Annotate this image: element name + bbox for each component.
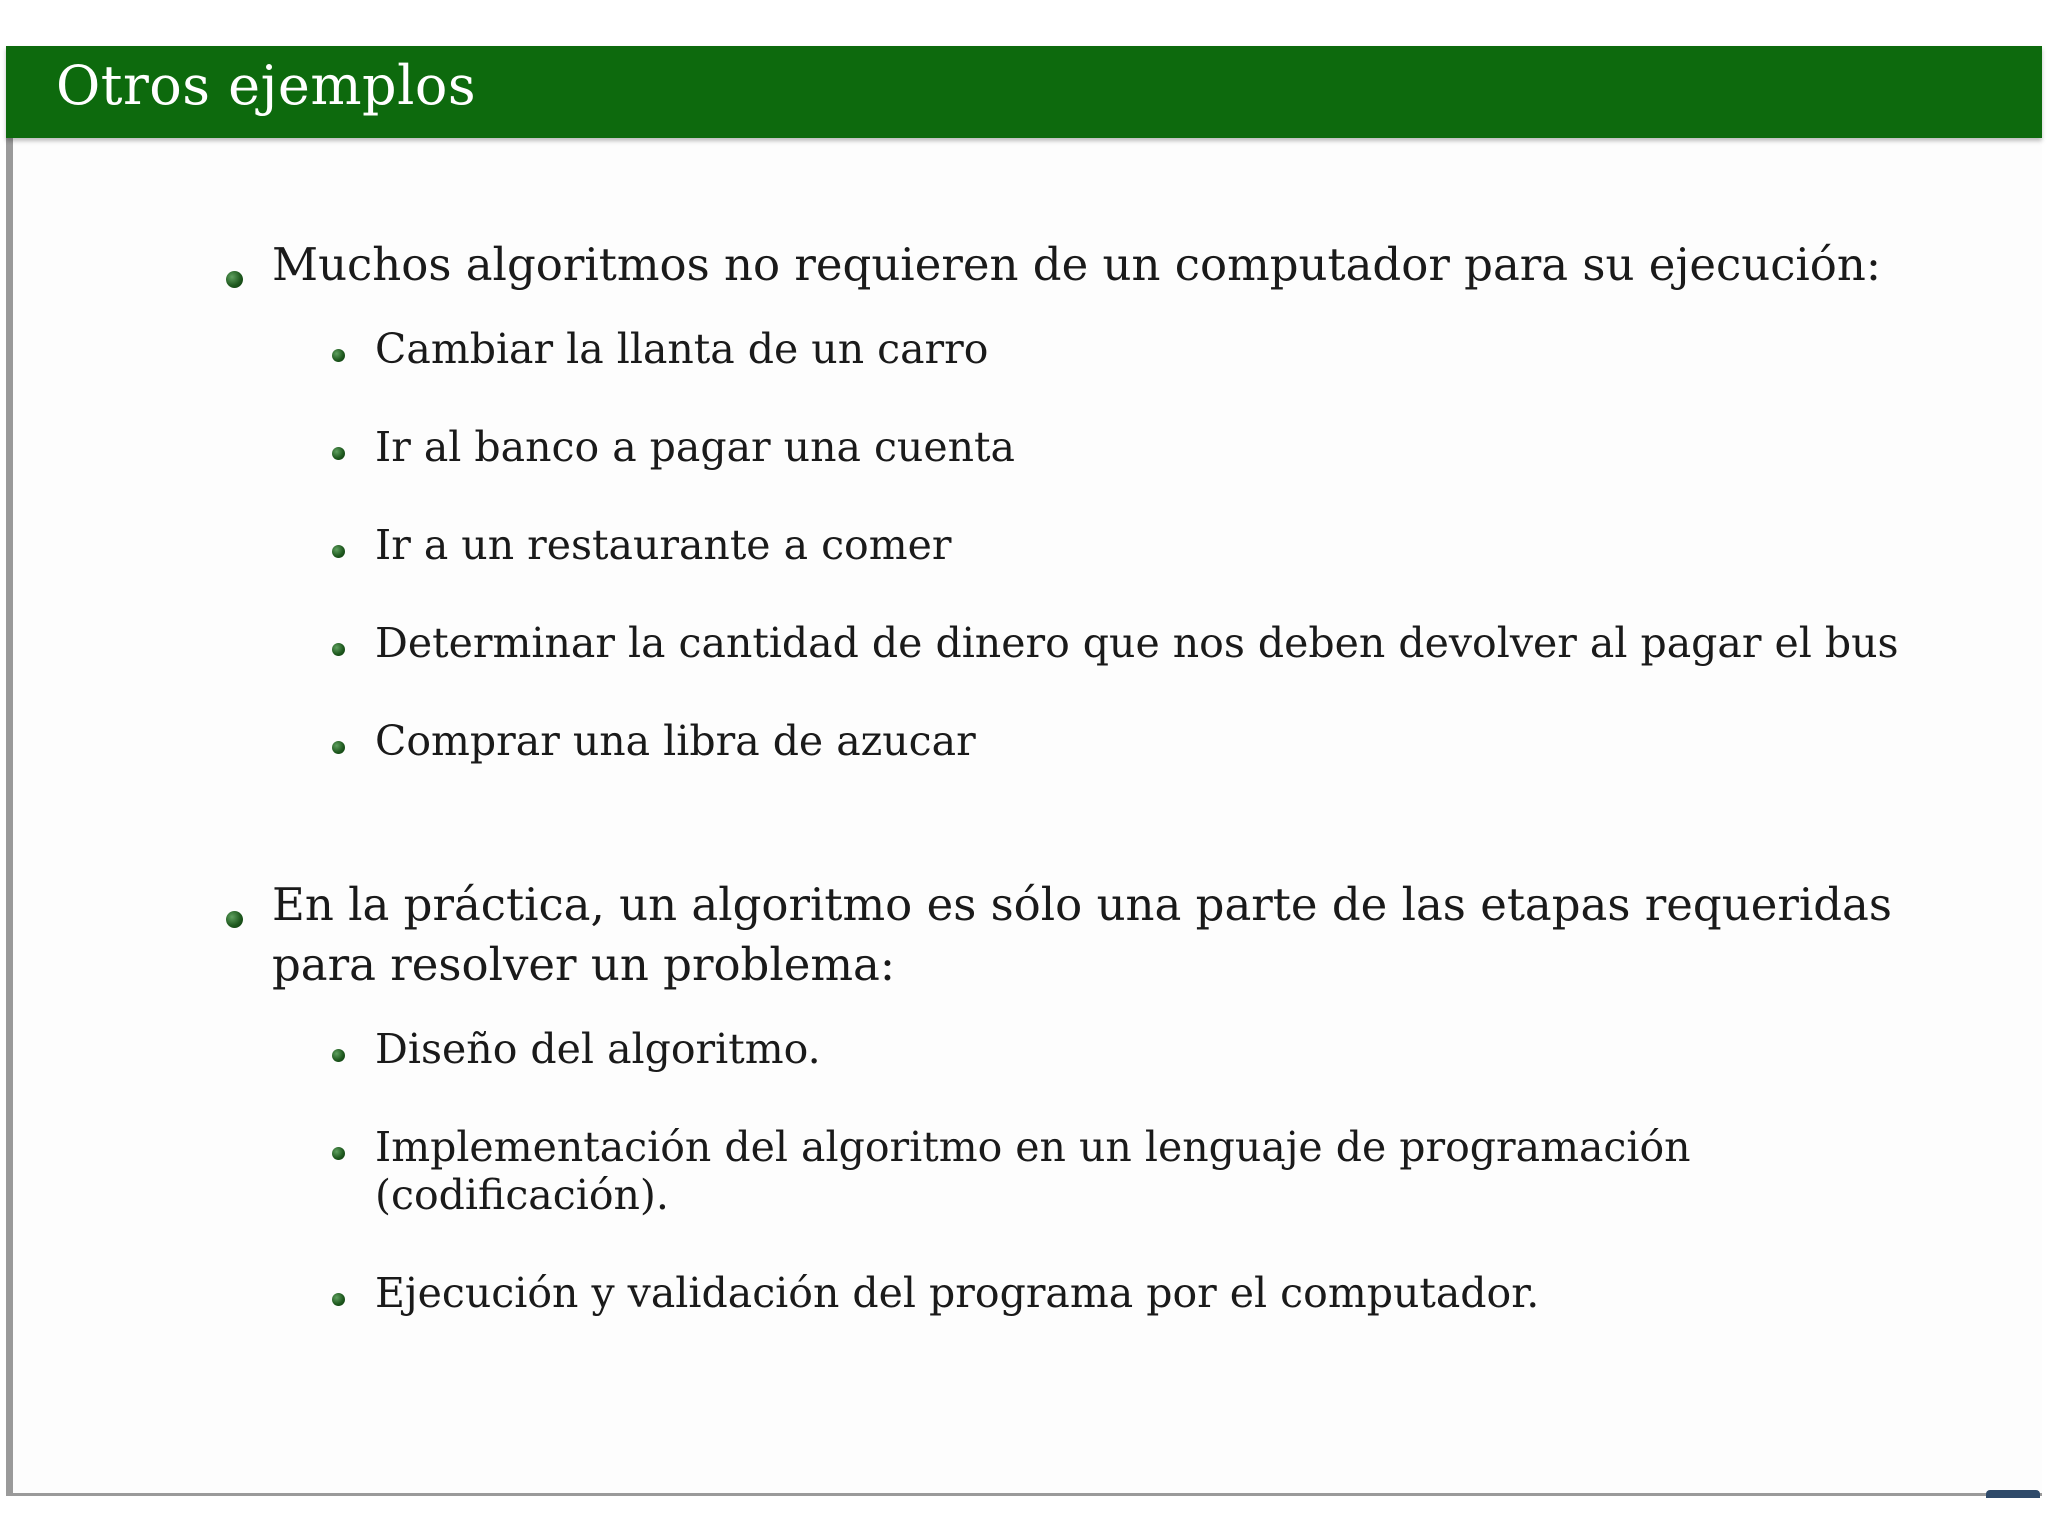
sub-bullet-item <box>220 717 1900 765</box>
sub-bullet-text: Ir a un restaurante a comer <box>375 521 952 569</box>
sub-bullet-item <box>220 619 1900 667</box>
sub-bullet-item <box>220 325 1900 373</box>
slide-title: Otros ejemplos <box>56 54 477 117</box>
sub-bullet-text: Diseño del algoritmo. <box>375 1025 821 1073</box>
sub-bullet-text: Determinar la cantidad de dinero que nos deben devolver al pagar el bus <box>375 619 1899 667</box>
navigation-marker <box>1986 1490 2040 1498</box>
bullet-icon <box>226 911 243 928</box>
bullet-icon <box>226 271 243 288</box>
title-bar <box>6 46 2042 138</box>
bullet-icon <box>332 1147 345 1160</box>
bullet-icon <box>332 741 345 754</box>
sub-bullet-item <box>220 423 1900 471</box>
bullet-item <box>220 875 1900 995</box>
bullet-text: Muchos algoritmos no requieren de un computador para su ejecución: <box>272 238 1882 291</box>
bullet-icon <box>332 349 345 362</box>
sub-bullet-item <box>220 521 1900 569</box>
bullet-icon <box>332 447 345 460</box>
bullet-icon <box>332 643 345 656</box>
slide-content <box>220 235 1900 1317</box>
sub-bullet-text: Implementación del algoritmo en un lenguaje de programación (codificación). <box>375 1123 1691 1219</box>
bullet-text: En la práctica, un algoritmo es sólo una parte de las etapas requeridas para resolver un problema: <box>272 878 1892 991</box>
bullet-icon <box>332 1049 345 1062</box>
sub-bullet-text: Comprar una libra de azucar <box>375 717 976 765</box>
bullet-icon <box>332 1293 345 1306</box>
sub-bullet-text: Ir al banco a pagar una cuenta <box>375 423 1015 471</box>
bullet-icon <box>332 545 345 558</box>
sub-bullet-text: Ejecución y validación del programa por el computador. <box>375 1269 1540 1317</box>
bullet-item <box>220 235 1900 295</box>
sub-bullet-item <box>220 1269 1900 1317</box>
sub-bullet-item <box>220 1123 1900 1219</box>
sub-bullet-item <box>220 1025 1900 1073</box>
sub-bullet-text: Cambiar la llanta de un carro <box>375 325 989 373</box>
